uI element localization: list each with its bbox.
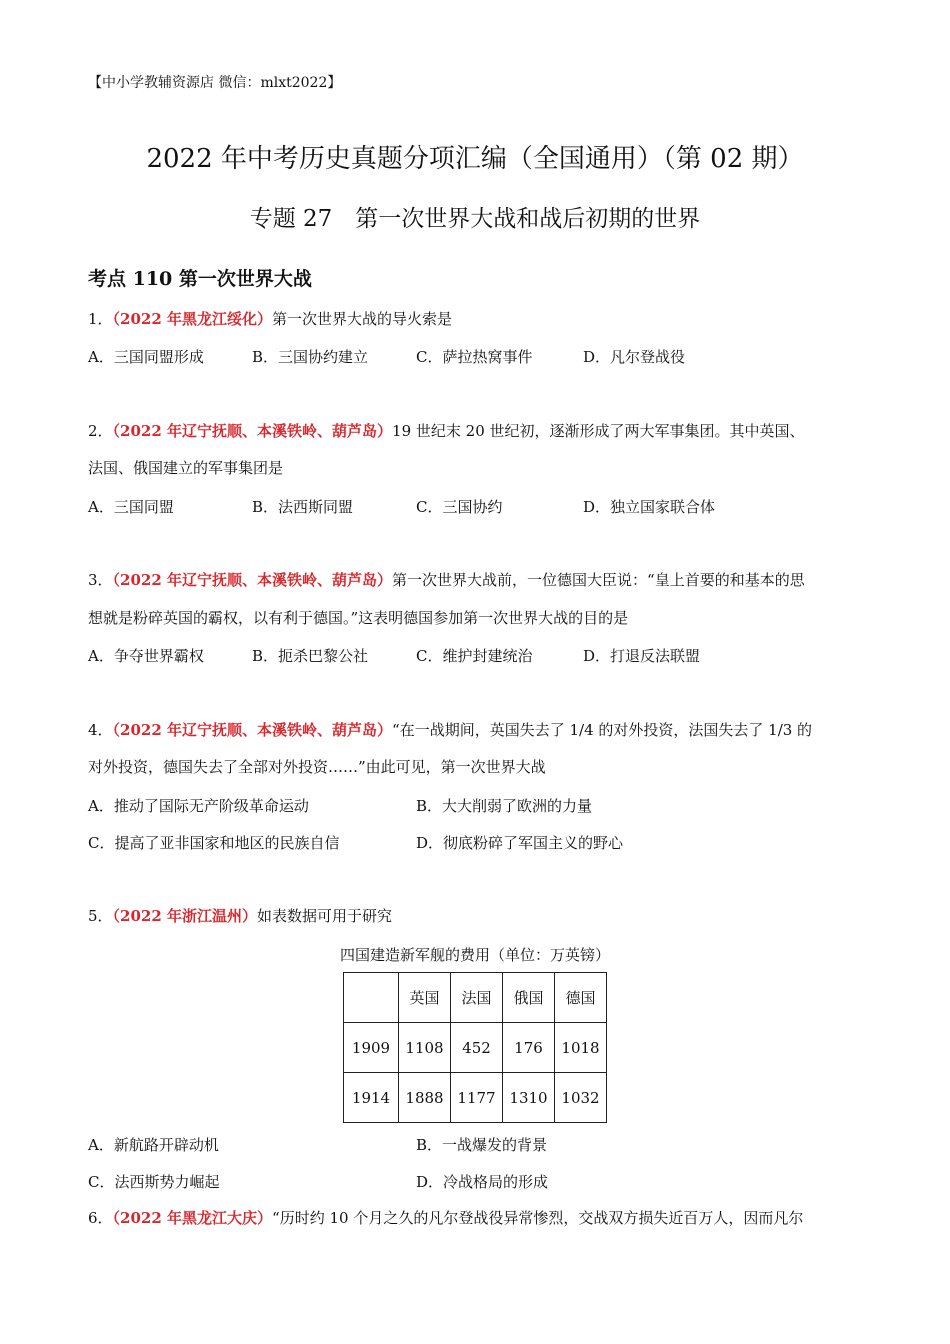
header-note: 【中小学教辅资源店 微信：mlxt2022】 xyxy=(88,75,342,91)
question-source: （2022 年辽宁抚顺、本溪铁岭、葫芦岛） xyxy=(112,571,393,589)
option-c: C．提高了亚非国家和地区的民族自信 xyxy=(88,834,340,852)
table-cell: 1032 xyxy=(555,1073,607,1123)
question-source: （2022 年黑龙江大庆） xyxy=(112,1209,273,1227)
question-text: 19 世纪末 20 世纪初，逐渐形成了两大军事集团。其中英国、 xyxy=(392,422,805,440)
table-cell: 1108 xyxy=(399,1023,451,1073)
question-number: 3． xyxy=(88,571,113,589)
table-header-cell: 英国 xyxy=(399,973,451,1023)
question-number: 6． xyxy=(88,1209,113,1227)
question-text: “在一战期间，英国失去了 1/4 的对外投资，法国失去了 1/3 的 xyxy=(392,721,813,739)
table-cell: 1909 xyxy=(344,1023,399,1073)
option-d: D．冷战格局的形成 xyxy=(416,1173,549,1191)
table-cell: 1888 xyxy=(399,1073,451,1123)
option-c: C．萨拉热窝事件 xyxy=(416,348,533,366)
table-cell: 1018 xyxy=(555,1023,607,1073)
question-text: 如表数据可用于研究 xyxy=(257,907,393,925)
section-heading: 考点 110 第一次世界大战 xyxy=(88,268,312,290)
option-b: B．扼杀巴黎公社 xyxy=(252,647,369,665)
table-cell: 452 xyxy=(451,1023,503,1073)
table-cell: 1914 xyxy=(344,1073,399,1123)
question-2 xyxy=(88,421,805,441)
question-5 xyxy=(88,906,392,926)
table-row xyxy=(344,1023,607,1073)
table-header-cell: 俄国 xyxy=(503,973,555,1023)
option-d: D．独立国家联合体 xyxy=(583,498,716,516)
question-text-line2: 想就是粉碎英国的霸权，以有利于德国。”这表明德国参加第一次世界大战的目的是 xyxy=(88,609,629,627)
question-number: 5． xyxy=(88,907,113,925)
page-title: 2022 年中考历史真题分项汇编（全国通用）（第 02 期） xyxy=(146,144,804,174)
option-c: C．三国协约 xyxy=(416,498,503,516)
question-number: 1． xyxy=(88,310,113,328)
question-source: （2022 年辽宁抚顺、本溪铁岭、葫芦岛） xyxy=(112,721,393,739)
question-source: （2022 年辽宁抚顺、本溪铁岭、葫芦岛） xyxy=(112,422,393,440)
question-text: “历时约 10 个月之久的凡尔登战役异常惨烈，交战双方损失近百万人，因而凡尔 xyxy=(272,1209,804,1227)
table-header-row xyxy=(344,973,607,1023)
option-a: A．三国同盟 xyxy=(88,498,174,516)
option-b: B．三国协约建立 xyxy=(252,348,369,366)
question-number: 2． xyxy=(88,422,113,440)
option-c: C．法西斯势力崛起 xyxy=(88,1173,220,1191)
option-b: B．法西斯同盟 xyxy=(252,498,354,516)
option-a: A．新航路开辟动机 xyxy=(88,1136,219,1154)
option-b: B．一战爆发的背景 xyxy=(416,1136,548,1154)
data-table xyxy=(343,972,607,1123)
table-caption: 四国建造新军舰的费用（单位：万英镑） xyxy=(339,946,610,964)
question-text-line2: 法国、俄国建立的军事集团是 xyxy=(88,459,284,477)
option-a: A．推动了国际无产阶级革命运动 xyxy=(88,797,309,815)
question-1 xyxy=(88,309,452,329)
option-b: B．大大削弱了欧洲的力量 xyxy=(416,797,593,815)
question-source: （2022 年黑龙江绥化） xyxy=(112,310,273,328)
table-header-cell: 法国 xyxy=(451,973,503,1023)
option-a: A．三国同盟形成 xyxy=(88,348,204,366)
question-text: 第一次世界大战前，一位德国大臣说：“皇上首要的和基本的思 xyxy=(392,571,805,589)
question-text: 第一次世界大战的导火索是 xyxy=(272,310,453,328)
option-d: D．打退反法联盟 xyxy=(583,647,701,665)
question-6 xyxy=(88,1208,803,1228)
table-cell: 1177 xyxy=(451,1073,503,1123)
question-4 xyxy=(88,720,812,740)
question-3 xyxy=(88,570,805,590)
question-text-line2: 对外投资，德国失去了全部对外投资……”由此可见，第一次世界大战 xyxy=(88,758,546,776)
table-row xyxy=(344,1073,607,1123)
table-cell: 176 xyxy=(503,1023,555,1073)
option-c: C．维护封建统治 xyxy=(416,647,533,665)
page-subtitle: 专题 27 第一次世界大战和战后初期的世界 xyxy=(249,206,701,232)
question-source: （2022 年浙江温州） xyxy=(112,907,258,925)
table-cell xyxy=(344,973,399,1023)
question-number: 4． xyxy=(88,721,113,739)
option-d: D．凡尔登战役 xyxy=(583,348,686,366)
option-d: D．彻底粉碎了军国主义的野心 xyxy=(416,834,624,852)
table-header-cell: 德国 xyxy=(555,973,607,1023)
option-a: A．争夺世界霸权 xyxy=(88,647,204,665)
table-cell: 1310 xyxy=(503,1073,555,1123)
